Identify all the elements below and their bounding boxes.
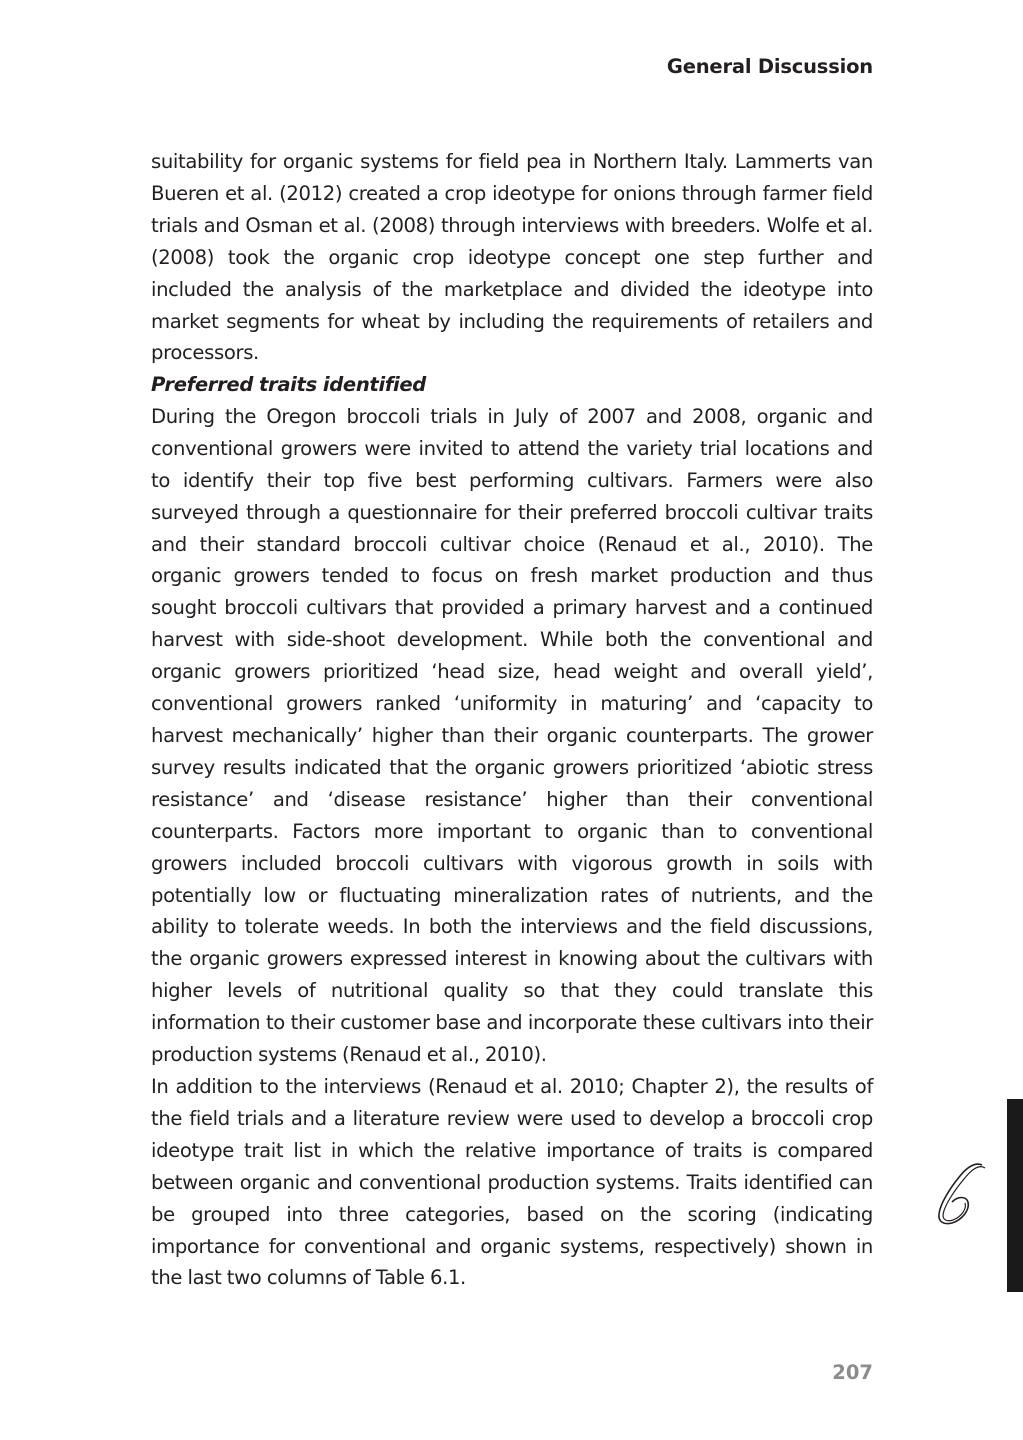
paragraph-addition-text: In addition to the interviews (Renaud et al. 2010; Chapter 2), the results of the field trials and a literature review were used to develop a broccoli crop ideotype trait list in which the relative importance of traits is compared between organic and conventional production systems. Traits identified can be grouped into three categories, based on the scoring (indicating importance for conventional and organic systems, respectively) shown in the last two columns of Table 6.1.: [151, 1075, 873, 1290]
paragraph-traits-text: During the Oregon broccoli trials in July of 2007 and 2008, organic and conventional growers were invited to attend the variety trial locations and to identify their top five best performing cultivars. Farmers were also surveyed through a questionnaire for their preferred broccoli cultivar traits and their standard broccoli cultivar choice (Renaud et al., 2010). The organic growers tended to focus on fresh market production and thus sought broccoli cultivars that provided a primary harvest and a continued harvest with side-shoot development. While both the conventional and organic growers prioritized ‘head size, head weight and overall yield’, conventional growers ranked ‘uniformity in maturing’ and ‘capacity to harvest mechanically’ higher than their organic counterparts. The grower survey results indicated that the organic growers prioritized ‘abiotic stress resistance’ and ‘disease resistance’ higher than their conventional counterparts. Factors more important to organic than to conventional growers included broccoli cultivars with vigorous growth in soils with potentially low or fluctuating mineralization rates of nutrients, and the ability to tolerate weeds. In both the interviews and the field discussions, the organic growers expressed interest in knowing about the cultivars with higher levels of nutritional quality so that they could translate this information to their customer base and incorporate these cultivars into their production systems (Renaud et al., 2010).: [151, 404, 873, 1067]
section-heading: Preferred traits identified: [151, 373, 426, 396]
section-preferred-traits: [151, 369, 873, 1071]
running-header: General Discussion: [666, 55, 873, 78]
page-number: 207: [832, 1361, 873, 1384]
chapter-thumb-tab: [1007, 1099, 1023, 1292]
paragraph-intro-text: suitability for organic systems for field pea in Northern Italy. Lammerts van Bueren et al. (2012) created a crop ideotype for onions through farmer field trials and Osman et al. (2008) through interviews with breeders. Wolfe et al. (2008) took the organic crop ideotype concept one step further and included the analysis of the marketplace and divided the ideotype into market segments for wheat by including the requirements of retailers and processors.: [151, 150, 873, 365]
chapter-number-6-outline: [932, 1160, 992, 1230]
paragraph-addition: [151, 1071, 873, 1294]
paragraph-intro: [151, 146, 873, 369]
